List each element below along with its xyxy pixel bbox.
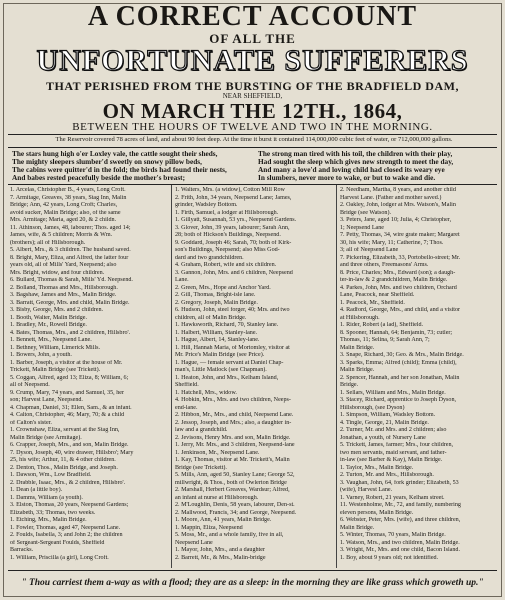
victim-entry: 1. Walters, Mrs. (a widow), Cotton Mill Row xyxy=(175,187,285,193)
divider-top xyxy=(8,134,497,135)
column-rule xyxy=(171,185,172,568)
victim-entry: law and a grandchild. xyxy=(175,427,228,433)
victim-entry: 1. Dawson, Wm., Low Bradfield. xyxy=(10,472,92,478)
victim-entry: 3. Wright, Mr., Mrs. and one child, Bacon Island. xyxy=(340,547,460,553)
victim-entry: 1. Dean (a little boy). xyxy=(10,487,63,493)
victim-entry: James, wife, & 5 children; Morris & Wm. xyxy=(10,232,113,238)
victim-entry: 1. Mayor, John, Mrs., and a daughter xyxy=(175,547,265,553)
victim-entry: two men servants, maid servant, and father- xyxy=(340,449,447,456)
victim-entry: 7. Armitage, Greaves, 38 years, Stag Inn, Malin xyxy=(10,194,127,201)
victim-entry: 5. Moss, Mr., and a whole family, five in all, xyxy=(175,532,284,538)
victim-entry: 6. Webster, Peter, Mrs. (wife), and three children, xyxy=(340,517,461,523)
victim-entry: 3. Stacey, Richard, apprentice to Joseph Dyson, xyxy=(340,397,457,403)
victim-entry: Barracks. xyxy=(10,547,34,553)
victim-entry: 28; both of Hickson's Buildings, Neepsend. xyxy=(175,232,281,238)
victim-entry: Trickett, Malin Bridge (see Trickett). xyxy=(10,367,101,373)
victim-entry: 3. Barratt, George, Mrs. and child, Malin Bridge. xyxy=(10,299,130,306)
victim-entry: 1. Bennett, Mrs., Neepsend Lane. xyxy=(10,337,92,343)
poem-right xyxy=(258,150,494,182)
victim-entry: Sheffield. xyxy=(175,382,199,388)
victim-entry: years old, all of Mills' Yard, Neepsend; also xyxy=(10,262,117,268)
victim-entry: eleven persons, Malin Bridge. xyxy=(340,509,414,516)
victim-entry: of Sergeant-Sergeant Foulds, Sheffield xyxy=(10,539,105,546)
victim-entry: 8. Price, Charles; Mrs., Edward (son); a daugh- xyxy=(340,269,456,276)
victim-entry: and three others, Freemasons' Arms. xyxy=(340,262,429,268)
victim-entry: 4. Calton, Christopher, 46; Mary, 70; & a child xyxy=(10,412,125,418)
column-rule xyxy=(336,185,337,568)
victim-entry: 1. Fowler, Thomas, aged 47, Neepsend Lane. xyxy=(10,524,121,531)
victim-entry: millwright, & Thos., both of Owlerton Bridge xyxy=(175,479,287,486)
victim-entry: 1. Rider, Robert (a lad), Sheffield. xyxy=(340,322,424,328)
poem-line: The mighty sleepers slumber'd sweetly on snowy pillow beds, xyxy=(12,158,202,166)
victim-entry: 2. Oakley, John, lodger at Mrs. Watson's, Malin xyxy=(340,202,456,208)
victim-entry: Bridge; Ann, 42 years, Long Croft; Charles, xyxy=(10,202,118,208)
headline-near-sheffield: NEAR SHEFFIELD, xyxy=(222,92,283,100)
victim-entry: man's, Little Matlock (see Chapman). xyxy=(175,367,267,373)
victim-entry: 2. Turner, Mr. and Mrs. and 2 children; also xyxy=(340,427,447,433)
victim-entry: 5. Albert, Mrs., & 3 children. The husband saved. xyxy=(10,247,131,253)
victim-entry: 2. Denton, Thos., Malin Bridge, and Joseph. xyxy=(10,464,118,471)
poem-line: The cabins were quitter'd in the fold; the birds had found their nests, xyxy=(12,166,227,174)
victim-entry: Lane, Peacock, near Sheffield. xyxy=(340,292,415,298)
victim-entry: 1. Heaton, John, and Mrs., Kelham Island, xyxy=(175,374,279,381)
victim-entry: 1. Jerry, Mr. Mrs., and 3 children, Neepsend-lane xyxy=(175,442,295,448)
victim-entry: Hillsborough, (see Dyson) xyxy=(340,404,405,411)
victim-entry: 1. Barber, Joseph, a visitor at the house of Mr. xyxy=(10,359,123,366)
victim-entry: 4. Graham, Robert, wife and six children. xyxy=(175,262,277,268)
victim-entry: son; Harvest Lane, Neepsend. xyxy=(10,397,83,403)
victim-entry: son's Buildings, Neepsend; also Miss God- xyxy=(175,247,280,253)
victim-entry: 5. Winter, Thomas, 70 years, Malin Bridge. xyxy=(340,532,446,538)
victim-entry: 9. Goddard, Joseph 46; Sarah, 70; both of Kirk- xyxy=(175,239,292,246)
victim-entry: 3; all of Neepsend Lane xyxy=(340,247,399,253)
victim-entry: 3. Vaughan, John, 64, fork grinder; Elizabeth, 53 xyxy=(340,479,459,486)
victim-entry: 3. Bisby, George, Mrs. and 2 children. xyxy=(10,307,104,313)
victim-entry: 6. Crapper, Joseph, Mrs., and son, Malin Bridge. xyxy=(10,442,129,448)
victim-entry: 8. Bright, Mary, Eliza, and Alfred, the latter four xyxy=(10,254,129,261)
victim-entry: 3. Glover, John, 39 years, labourer; Sarah Ann, xyxy=(175,224,290,231)
victim-entry: 25, his wife; Arthur, 11, & 4 other children. xyxy=(10,457,116,463)
victim-entry: 6. Hudson, John, steel forger, 40; Mrs. and two xyxy=(175,307,290,313)
victim-entry: 1. Simpson, William, Wadsley Bottom. xyxy=(340,412,436,418)
victim-entry: 1. Jenkinson, Mr., Neepsend Lane. xyxy=(175,449,260,456)
victim-entry: at Hillsborough. xyxy=(340,314,380,321)
victim-entry: Thomas, 11; Selina, 9; Sarah Ann, 7; xyxy=(340,337,430,343)
victim-entry: 7. Petty, Thomas, 34, wire grate maker; Margaret xyxy=(340,232,460,238)
victim-entry: 2. Barrett, Mr., & Mrs., Malin-bridge xyxy=(175,554,266,561)
victim-entry: 2. Hibbon, Mr., Mrs., and child, Neepsend Lane. xyxy=(175,412,294,418)
victim-entry: in-law (see Barber & Kay), Malin Bridge. xyxy=(340,457,443,463)
victim-entry: Malin Bridge. xyxy=(340,524,375,531)
divider-list xyxy=(8,184,497,185)
victim-entry: 3. Snape, Richard, 30; Geo. & Mrs., Malin Bridge. xyxy=(340,352,464,358)
poem-line: And babes rested peacefully beside the mother's breast; xyxy=(12,174,186,182)
headline-bradfield-dam: THAT PERISHED FROM THE BURSTING OF THE BRADFIELD DAM, xyxy=(46,79,459,93)
victim-entry: 1. Bethney, William, Limerick Mills. xyxy=(10,344,100,351)
victim-entry: 1. Watson, Mrs., and two children, Malin Bridge. xyxy=(340,539,460,546)
victim-entry: 2. Jessop, Joseph, and Mrs.; also, a daughter in- xyxy=(175,419,292,426)
victim-entry: 1. Booth, Walter, Malin Bridge. xyxy=(10,314,88,321)
victim-entry: an infant at nurse at Hillsborough. xyxy=(175,494,259,501)
headline-correct-account: A CORRECT ACCOUNT xyxy=(87,1,418,32)
victim-entry: 1. Bradley, Mr., Rowell Bridge. xyxy=(10,322,87,328)
victim-entry: 1. Halbert, William, Stanley-lane. xyxy=(175,329,258,336)
victim-entry: Mrs. Bright, widow, and four children. xyxy=(10,269,105,276)
victim-entry: 1. Etching, Mrs., Malin Bridge. xyxy=(10,517,87,523)
victim-entry: 1. Moore, Ann, 41 years, Malin Bridge. xyxy=(175,517,272,523)
victim-entry: Lane. xyxy=(175,277,189,283)
victim-entry: 2. Marshall, Herbert Greaves, Wardsur; Alfred, xyxy=(175,487,290,493)
victim-entry: 1. Damms, William (a youth). xyxy=(10,494,83,501)
victim-entry: 1. Hague, Albert, 14, Stanley-lane. xyxy=(175,337,260,343)
victim-entry: 1. Kay, Thomas, visitor at Mr. Trickett's, Malin xyxy=(175,457,290,463)
victim-entry: 1. Peacock, Mr., Sheffield. xyxy=(340,299,405,306)
divider-note xyxy=(8,147,497,148)
victim-entry: 1. Taylor, Mrs., Malin Bridge. xyxy=(340,464,414,471)
victim-entry: end-lane. xyxy=(175,404,198,411)
victim-entry: 1. Varney, Robert, 21 years, Kelham street. xyxy=(340,494,445,501)
victim-entry: Jonathan, a youth, of Nursery Lane xyxy=(340,434,426,441)
victim-entry: Mrs. Armitage; Maria, aged 20, & 2 childn. xyxy=(10,217,117,223)
victim-entry: 2. Gill, Thomas, Bright-isle lane. xyxy=(175,292,256,298)
victim-entry: 2. Mallwood, Francis, 34; and George, Neepsend. xyxy=(175,509,297,516)
victim-entry: 5. Coggan, Alfred, aged 13; Eliza, 8; William, 6; xyxy=(10,374,129,381)
victim-entry: all of Neepsend. xyxy=(10,382,50,388)
victim-entry: (wife), Harvest Lane. xyxy=(340,487,393,493)
victim-entry: 1. Gillyatt, Susannah, 53 yrs., Neepsend Gardens. xyxy=(175,217,297,223)
victim-entry: 1. Firth, Samuel, a lodger at Hillsborough. xyxy=(175,209,279,216)
victim-entry: 1. Sellars, William and Mrs., Malin Bridge. xyxy=(340,389,446,396)
poem-line: Had sought the sleep which gives new strength to meet the day, xyxy=(258,158,454,166)
poem-left xyxy=(12,150,248,182)
victim-entry: 9. Crump, Mary, 74 years, and Samuel, 35, her xyxy=(10,389,125,396)
victim-entry: 30, his wife; Mary, 11; Catherine, 7; Thos. xyxy=(340,239,444,246)
victim-entry: 5. Trickett, James, farmer; Mrs., four children, xyxy=(340,442,454,448)
headline-of-all-the: OF ALL THE xyxy=(209,31,296,46)
victim-entry: 4. Radford, George, Mrs., and child, and a visitor xyxy=(340,307,461,313)
victim-entry: 1. Hatchell, Mrs., widow. xyxy=(175,389,237,396)
victim-entry: 3. Peters, Jane, aged 10; Julia, 4; Christopher, xyxy=(340,217,452,223)
victim-entry: 2. Foulds, Isabella, 3; and John 2; the children xyxy=(10,532,123,538)
victim-entry: 3. Bagshaw, James and Mrs., Malin Bridge. xyxy=(10,292,117,298)
victim-entry: 2. Turton, Mr. and Mrs., Hillsborough. xyxy=(340,472,434,478)
victim-entry: children, all of Malin Bridge. xyxy=(175,314,247,321)
victim-entry: Malin Bridge (see Armitage). xyxy=(10,434,82,441)
victim-entry: 6. Bullard, Thomas & Sarah, Mills' Yd. Neepsend. xyxy=(10,277,133,283)
poem-line: The stars hung high o'er Loxley vale, the cattle sought their sheds, xyxy=(12,150,218,158)
victim-entry: (brothers); all of Hillsborough. xyxy=(10,239,86,246)
victim-entry: Bridge (see Trickett). xyxy=(175,464,227,471)
victim-entry: 1. Crownshaw, Eliza, servant at the Stag Inn, xyxy=(10,427,120,433)
poem-line: The strong man tired with his toil, the children with their play, xyxy=(258,150,453,158)
victim-entry: Harvest Lane. (Father and mother saved.) xyxy=(340,194,442,201)
victim-entry: 5. Mills, Ann, aged 50, Stanley Lane; George 52, xyxy=(175,472,295,478)
victim-entry: 2. Bolland, Thomas and Mrs., Hillsborough. xyxy=(10,284,118,291)
victim-entry: 11. Athinson, James, 48, labourer; Thos. aged 14; xyxy=(10,224,131,231)
footer-scripture: " Thou carriest them a-way as with a flood; they are as a sleep: in the morning they are like grass which groweth up." xyxy=(21,578,484,588)
victim-entry: 2. Drabble, Isaac, Mrs., & 2 children, Hillsbro'. xyxy=(10,479,126,486)
victim-entry: ter-in-law & 2 grandchildren, Malin Bridge. xyxy=(340,277,448,283)
victims-column-2 xyxy=(175,187,333,565)
victim-entry: 4. Bates, Thomas, Mrs., and 2 children, Hillsbro'. xyxy=(10,329,131,336)
poem-line: And many a love'd and loving child had closed its weary eye xyxy=(258,166,445,174)
victim-entry: Bridge (see Watson). xyxy=(340,209,392,216)
victim-entry: 3. Elston, Thomas, 20 years, Neepsend Gardens; xyxy=(10,502,129,508)
victim-entry: Malin Bridge. xyxy=(340,344,375,351)
victim-entry: 1. Arcelas, Christopher B., 4 years, Long Croft. xyxy=(10,187,126,193)
victims-column-3 xyxy=(340,187,498,565)
victim-entry: Neepsend Lane xyxy=(175,539,213,546)
victim-entry: 1. Hague, — female servant at Daniel Chap- xyxy=(175,359,284,366)
victim-entry: 7. Dyson, Joseph, 40, wire drawer, Hillsbro'; Mary xyxy=(10,449,134,456)
victim-entry: 4. Chapman, Daniel, 31; Ellen, Sam., & an infant. xyxy=(10,404,132,411)
victim-entry: grinder, Wadsley Bottom. xyxy=(175,202,238,208)
victim-entry: Mr. Price's Malin Bridge (see Price). xyxy=(175,352,265,358)
divider-bottom xyxy=(8,570,497,571)
victim-entry: 1. Boy, about 9 years old; not identified. xyxy=(340,554,439,561)
victim-entry: 2. Gregory, Joseph, Malin Bridge. xyxy=(175,299,258,306)
headline-unfortunate-sufferers: UNFORTUNATE SUFFERERS xyxy=(36,44,469,77)
victim-entry: 1. Bowers, John, a youth. xyxy=(10,352,72,358)
victim-entry: of Calton's sister. xyxy=(10,419,52,426)
victim-entry: avoid sucker, Malin Bridge; also, of the same xyxy=(10,209,121,216)
victim-entry: 1. Hill, Hannah Maria, of Mortomley, visitor at xyxy=(175,344,290,351)
victim-entry: 2. Needham, Martha, 8 years, and another child xyxy=(340,187,456,193)
victim-entry: 1. Hawksworth, Richard, 70, Stanley lane. xyxy=(175,322,279,328)
victim-entry: 1; Neepsend Lane xyxy=(340,224,384,231)
victim-entry: 8. Spooner, Hannah, 64; Benjamin, 73; cutler; xyxy=(340,329,453,336)
poem-line: In slumbers, never more to wake, or but to wake and die. xyxy=(258,174,436,182)
victim-entry: Bridge. xyxy=(340,382,359,388)
victim-entry: Malin Bridge. xyxy=(340,367,375,373)
victim-entry: 2. Frith, John, 34 years, Neepsend Lane; James, xyxy=(175,194,292,201)
victim-entry: 2. M'Loughlin, Denis, 58 years, labourer, Den-st. xyxy=(175,502,295,508)
victim-entry: 3. Gannon, John, Mrs. and 6 children, Neepsend xyxy=(175,269,293,276)
victim-entry: 2. Spencer, Hannah, and her son Jonathan, Malin xyxy=(340,374,460,381)
victim-entry: 7. Pickering, Elizabeth, 33, Portobello-street; Mr. xyxy=(340,254,461,261)
victim-entry: dard and two grandchildren. xyxy=(175,254,244,261)
victim-entry: Elizabeth, 33; Thomas, two weeks. xyxy=(10,509,96,516)
victim-entry: 2. Jevisons, Henry Mrs. and son, Malin Bridge. xyxy=(175,434,291,441)
headline-hours: BETWEEN THE HOURS OF TWELVE AND TWO IN THE MORNING. xyxy=(72,121,433,133)
victim-entry: 4. Hobkin, Mrs., Mrs. and two children, Neeps- xyxy=(175,397,291,403)
headline-date: ON MARCH THE 12TH., 1864, xyxy=(102,99,403,123)
victim-entry: 1. Mappin, Eliza, Neepsend xyxy=(175,524,243,531)
victim-entry: 2. Green, Mrs., Hope and Anchor Yard. xyxy=(175,284,271,291)
victim-entry: 4. Tingle, George, 21, Malin Bridge. xyxy=(340,419,429,426)
reservoir-note: The Reservoir covered 78 acres of land, and about 90 feet deep. At the time it burst it contained 114,000,000 cubic feet of water, or 712,000,000 gallons. xyxy=(55,136,453,143)
victim-entry: 11. Westenholme, Mr., 72, and family, numbering xyxy=(340,502,461,508)
victims-column-1 xyxy=(10,187,168,565)
victim-entry: 1. William, Priscilla (a girl), Long Croft. xyxy=(10,554,109,561)
victim-entry: 3. Sparks, Emma; Alfred (child); Emma (child), xyxy=(340,359,457,366)
victim-entry: 4. Parkes, John, Mrs. and two children, Orchard xyxy=(340,284,457,291)
